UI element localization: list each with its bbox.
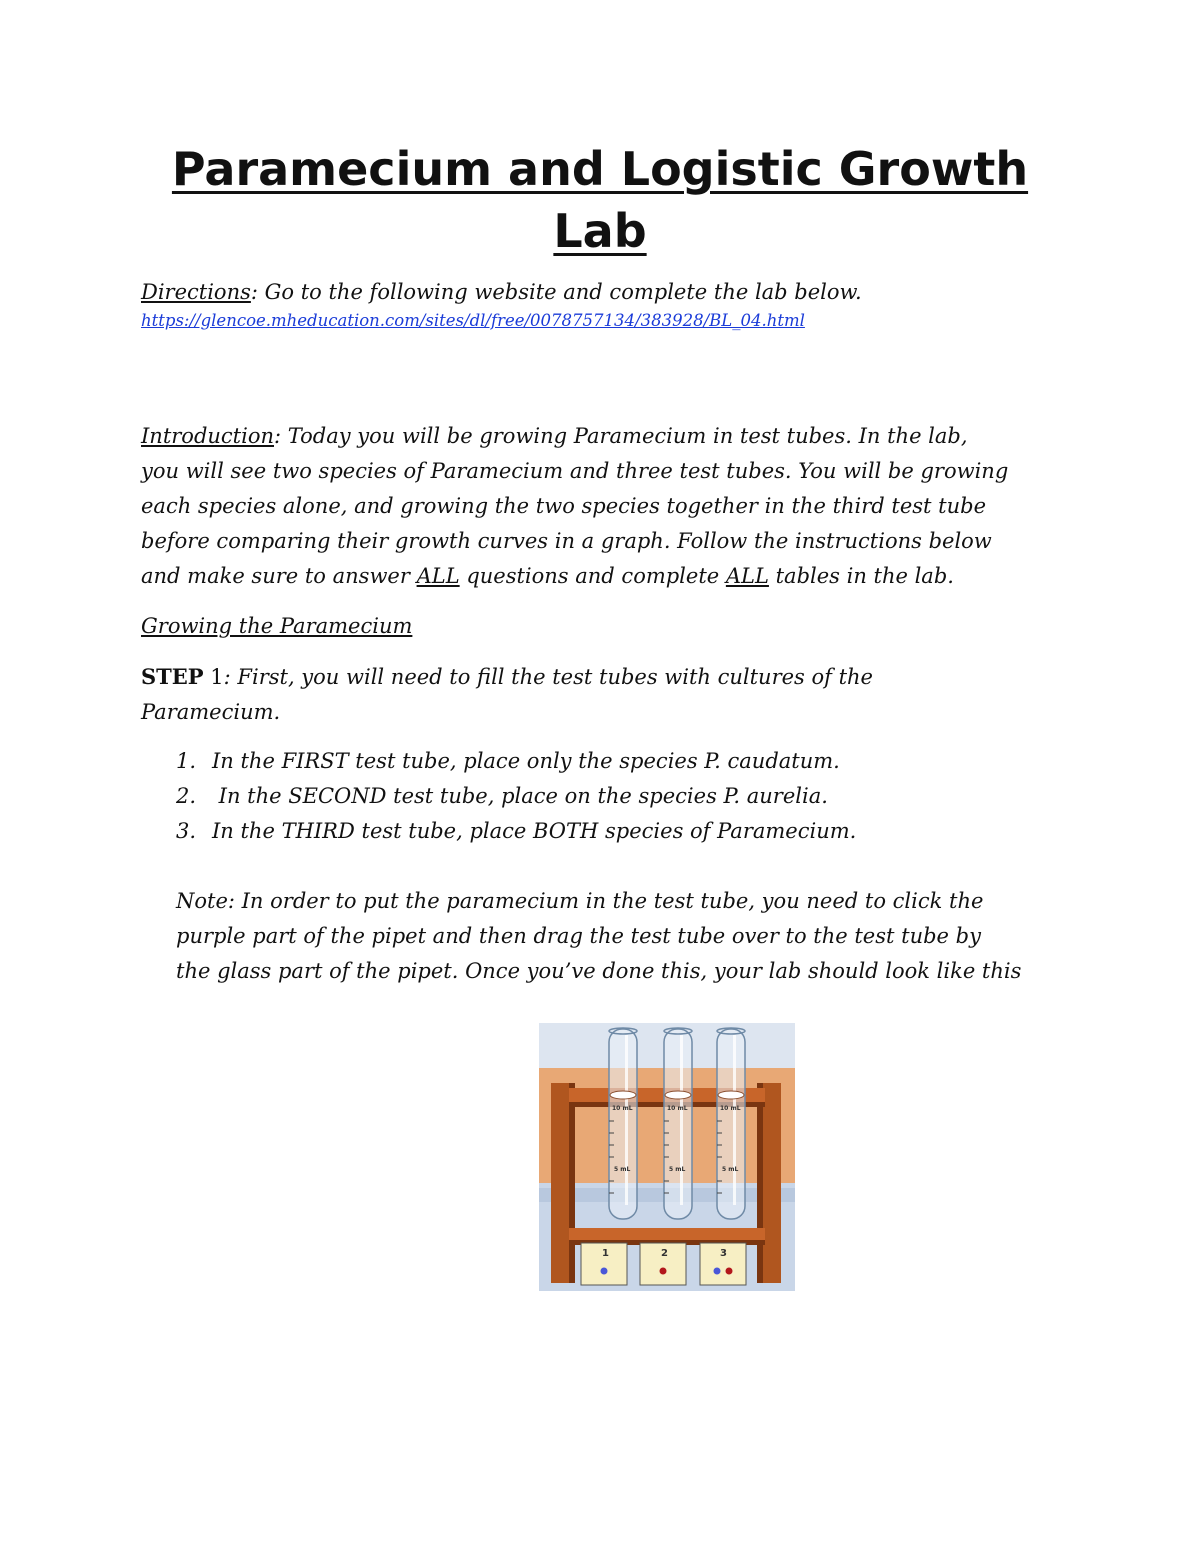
- title-line-2: Lab: [553, 204, 647, 258]
- title-line-1: Paramecium and Logistic Growth: [171, 142, 1029, 196]
- test-tube-rack-illustration: [539, 1023, 795, 1291]
- label-card-2: [640, 1243, 686, 1285]
- step-1-paragraph: STEP 1: First, you will need to fill the test tubes with cultures of the Paramecium.: [141, 664, 873, 724]
- section-heading: Growing the Paramecium: [141, 614, 413, 638]
- emphasis-all: ALL: [416, 564, 460, 588]
- label-card-1: [581, 1243, 627, 1285]
- list-item: 3. In the THIRD test tube, place BOTH species of Paramecium.: [176, 819, 857, 843]
- volume-label-mid: 5 mL: [669, 1166, 686, 1173]
- test-tube-3: [717, 1028, 745, 1219]
- intro-line-3: each species alone, and growing the two species together in the third test tube: [141, 494, 986, 518]
- intro-line-4: before comparing their growth curves in a graph. Follow the instructions below: [141, 529, 992, 553]
- svg-text:3: 3: [720, 1248, 727, 1259]
- directions-paragraph: [141, 275, 1071, 310]
- introduction-label: Introduction: [141, 424, 274, 448]
- test-tube-1: [609, 1028, 637, 1219]
- volume-label-top: 10 mL: [720, 1105, 741, 1112]
- blue-species-dot: [601, 1268, 608, 1275]
- svg-text:2: 2: [661, 1248, 668, 1259]
- intro-line-2: you will see two species of Paramecium and three test tubes. You will be growing: [141, 459, 1009, 483]
- step-number: 1: [210, 665, 224, 689]
- blue-species-dot: [714, 1268, 721, 1275]
- test-tube-2: [664, 1028, 692, 1219]
- directions-text: : Go to the following website and complete the lab below.: [250, 280, 862, 304]
- lab-website-link[interactable]: https://glencoe.mheducation.com/sites/dl/free/0078757134/383928/BL_04.html: [141, 311, 805, 330]
- svg-text:1: 1: [602, 1248, 609, 1259]
- intro-line-1: Introduction: Today you will be growing Paramecium in test tubes. In the lab,: [141, 424, 968, 448]
- volume-label-mid: 5 mL: [722, 1166, 739, 1173]
- introduction-paragraph: [141, 419, 1071, 594]
- test-tube-rack-figure: [539, 1023, 795, 1291]
- list-item: 2. In the SECOND test tube, place on the species P. aurelia.: [176, 784, 828, 808]
- volume-label-top: 10 mL: [667, 1105, 688, 1112]
- label-card-3: [700, 1243, 746, 1285]
- emphasis-all: ALL: [725, 564, 769, 588]
- red-species-dot: [660, 1268, 667, 1275]
- volume-label-mid: 5 mL: [614, 1166, 631, 1173]
- intro-line-5: and make sure to answer ALL questions and complete ALL tables in the lab.: [141, 564, 954, 588]
- red-species-dot: [726, 1268, 733, 1275]
- list-item: 1. In the FIRST test tube, place only the species P. caudatum.: [176, 749, 840, 773]
- rack-bottom-shelf: [569, 1228, 765, 1240]
- volume-label-top: 10 mL: [612, 1105, 633, 1112]
- note-paragraph: Note: In order to put the paramecium in the test tube, you need to click the purple part of the pipet and then drag the test tube over to the test tube by the glass part of the pipet. Once you’ve done this, your lab should look like this: [176, 889, 1022, 983]
- document-title: [100, 138, 1100, 262]
- step-label: STEP: [141, 664, 204, 689]
- directions-label: Directions: [141, 280, 251, 304]
